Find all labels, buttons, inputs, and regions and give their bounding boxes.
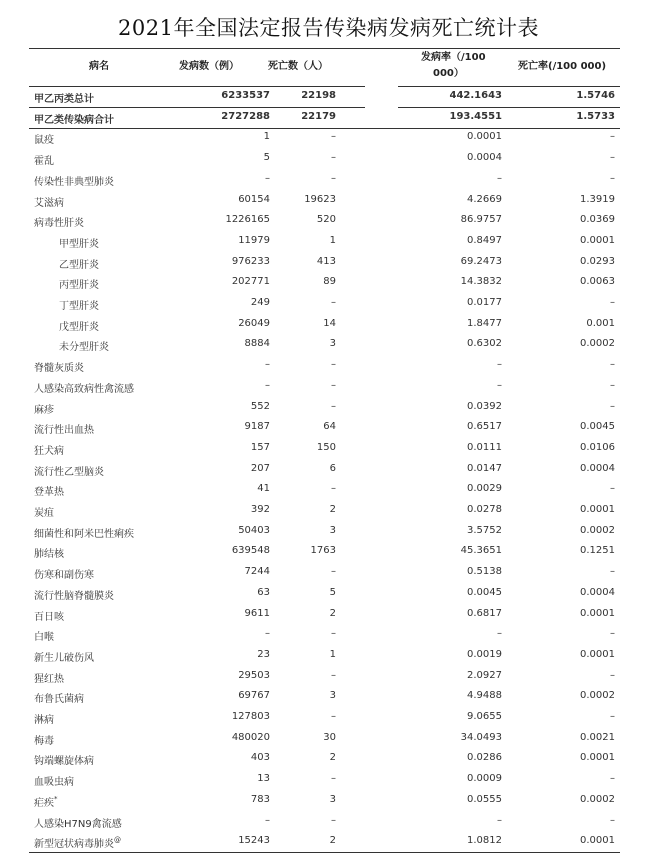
disease-name: 乙型肝炎: [59, 259, 99, 271]
table-row: [29, 646, 620, 667]
incidence-cell: 7244: [244, 566, 270, 578]
table-row: [29, 832, 620, 853]
page-title: 2021年全国法定报告传染病发病死亡统计表: [118, 16, 539, 40]
death-rate-cell: 0.0001: [580, 752, 615, 764]
disease-name: 戊型肝炎: [59, 321, 99, 333]
death-rate-cell: 0.001: [586, 317, 615, 329]
table-row: [29, 791, 620, 812]
incidence-cell: 63: [257, 586, 270, 598]
header-incidence-rate-line2: 000）: [433, 68, 464, 79]
incidence-rate-cell: 1.8477: [467, 317, 502, 329]
disease-name: 未分型肝炎: [59, 342, 109, 354]
incidence-rate-cell: –: [497, 172, 502, 184]
deaths-cell: 3: [329, 793, 336, 805]
death-rate-cell: 0.0063: [580, 276, 615, 288]
table-row: [29, 294, 620, 315]
deaths-cell: –: [331, 131, 336, 143]
disease-name: 炭疽: [34, 508, 54, 519]
deaths-cell: 3: [329, 690, 336, 702]
death-rate-cell: –: [610, 379, 615, 391]
incidence-rate-cell: 0.0111: [467, 441, 502, 453]
incidence-cell: 392: [250, 504, 270, 515]
incidence-cell: 9611: [244, 607, 270, 619]
deaths-cell: –: [331, 400, 336, 412]
deaths-cell: –: [331, 773, 336, 785]
death-rate-cell: 0.0001: [580, 504, 615, 515]
header-death-rate: 死亡率(/100 000): [518, 61, 607, 72]
deaths-cell: 3: [329, 338, 336, 350]
incidence-rate-cell: 193.4551: [449, 110, 502, 122]
deaths-cell: –: [331, 297, 336, 308]
disease-name: 狂犬病: [34, 445, 64, 457]
incidence-cell: 26049: [238, 317, 270, 329]
death-rate-cell: 0.0002: [580, 338, 615, 350]
table-row: [29, 522, 620, 543]
death-rate-cell: –: [610, 566, 615, 578]
deaths-cell: –: [331, 359, 336, 371]
table-row: [29, 687, 620, 708]
incidence-cell: –: [265, 628, 270, 640]
incidence-cell: 8884: [244, 338, 270, 350]
incidence-rate-cell: 45.3651: [460, 545, 502, 557]
deaths-cell: 2: [329, 607, 336, 619]
death-rate-cell: 0.0002: [580, 524, 615, 536]
disease-name: 猩红热: [34, 673, 64, 685]
death-rate-cell: 1.5733: [576, 110, 615, 122]
table-row: [29, 667, 620, 688]
incidence-cell: 41: [257, 483, 270, 495]
deaths-cell: –: [331, 483, 336, 495]
table-row: [29, 770, 620, 791]
deaths-cell: 1763: [310, 545, 336, 557]
disease-name: 伤寒和副伤寒: [34, 570, 94, 582]
incidence-cell: –: [265, 172, 270, 184]
header-name: 病名: [89, 61, 109, 72]
deaths-cell: 3: [329, 524, 336, 536]
deaths-cell: –: [331, 669, 336, 681]
death-rate-cell: 0.0001: [580, 607, 615, 619]
incidence-cell: 403: [250, 752, 270, 764]
disease-name: 布鲁氏菌病: [34, 694, 84, 706]
incidence-rate-cell: 4.2669: [467, 193, 502, 205]
table-row: [29, 563, 620, 584]
incidence-cell: –: [265, 814, 270, 826]
incidence-cell: 60154: [238, 193, 270, 205]
incidence-rate-cell: 0.5138: [467, 566, 502, 578]
deaths-cell: 19623: [304, 193, 336, 205]
table-row: [29, 584, 620, 605]
incidence-cell: –: [265, 359, 270, 371]
death-rate-cell: 0.0004: [580, 462, 615, 474]
death-rate-cell: 1.3919: [580, 193, 615, 205]
incidence-rate-cell: 0.0029: [467, 483, 502, 495]
deaths-cell: –: [331, 172, 336, 184]
incidence-rate-cell: 0.8497: [467, 234, 502, 246]
disease-name: 血吸虫病: [34, 777, 74, 789]
deaths-cell: 5: [329, 586, 336, 598]
incidence-cell: –: [265, 379, 270, 391]
table-row: [29, 460, 620, 481]
death-rate-cell: –: [610, 131, 615, 143]
incidence-cell: 202771: [231, 276, 270, 288]
incidence-cell: 9187: [244, 421, 270, 433]
incidence-cell: 1: [263, 131, 270, 143]
disease-name: 麻疹: [34, 404, 54, 416]
incidence-rate-cell: 3.5752: [467, 524, 502, 536]
deaths-cell: 2: [329, 752, 336, 764]
death-rate-cell: 1.5746: [576, 90, 615, 101]
disease-name: 流行性乙型脑炎: [34, 466, 104, 478]
disease-name: 细菌性和阿米巴性痢疾: [34, 528, 134, 540]
deaths-cell: 64: [323, 421, 336, 433]
disease-name: 病毒性肝炎: [34, 218, 84, 230]
incidence-rate-cell: –: [497, 379, 502, 391]
incidence-cell: 480020: [231, 731, 270, 743]
table-row: [29, 605, 620, 626]
table-row: [29, 377, 620, 398]
disease-name: 人感染高致病性禽流感: [34, 383, 134, 395]
incidence-cell: 50403: [238, 524, 270, 536]
incidence-rate-cell: 1.0812: [467, 835, 502, 847]
table-row: [29, 335, 620, 356]
incidence-rate-cell: 14.3832: [460, 276, 502, 288]
table-row: [29, 211, 620, 232]
disease-name: 脊髓灰质炎: [34, 363, 84, 375]
disease-name: 梅毒: [34, 735, 54, 747]
disease-name: 传染性非典型肺炎: [34, 176, 114, 188]
deaths-cell: 1: [329, 234, 336, 246]
incidence-rate-cell: 34.0493: [460, 731, 502, 743]
deaths-cell: 22179: [301, 110, 336, 122]
deaths-cell: 22198: [301, 90, 336, 101]
incidence-rate-cell: –: [497, 359, 502, 371]
death-rate-cell: 0.0106: [580, 441, 615, 453]
incidence-cell: 6233537: [221, 90, 270, 101]
header-deaths: 死亡数（人）: [268, 61, 328, 72]
disease-name: 钩端螺旋体病: [34, 756, 94, 768]
incidence-rate-cell: 0.0278: [467, 504, 502, 515]
incidence-rate-cell: 69.2473: [460, 255, 502, 267]
disease-name: 流行性脑脊髓膜炎: [34, 590, 114, 602]
incidence-rate-cell: 0.6517: [467, 421, 502, 433]
death-rate-cell: 0.0001: [580, 234, 615, 246]
deaths-cell: 89: [323, 276, 336, 288]
death-rate-cell: 0.0002: [580, 690, 615, 702]
table-row: [29, 749, 620, 770]
deaths-cell: 14: [323, 317, 336, 329]
deaths-cell: 150: [316, 441, 336, 453]
table-row: [29, 128, 620, 149]
incidence-rate-cell: 0.0555: [467, 793, 502, 805]
incidence-cell: 249: [250, 297, 270, 308]
header-incidence-rate-line1: 发病率（/100: [421, 52, 486, 63]
deaths-cell: 6: [329, 462, 336, 474]
death-rate-cell: –: [610, 773, 615, 785]
disease-name: 淋病: [34, 715, 54, 726]
incidence-rate-cell: 0.0147: [467, 462, 502, 474]
incidence-rate-cell: 442.1643: [449, 90, 502, 101]
incidence-cell: 23: [257, 648, 270, 660]
table-row: [29, 253, 620, 274]
disease-name: 流行性出血热: [34, 425, 94, 437]
deaths-cell: 413: [316, 255, 336, 267]
death-rate-cell: 0.0004: [580, 586, 615, 598]
table-row: [29, 108, 620, 129]
disease-name: 新型冠状病毒肺炎@: [34, 836, 121, 851]
death-rate-cell: –: [610, 669, 615, 681]
incidence-rate-cell: 0.0001: [467, 131, 502, 143]
death-rate-cell: 0.0021: [580, 731, 615, 743]
incidence-cell: 69767: [238, 690, 270, 702]
table-row: [29, 170, 620, 191]
incidence-cell: 157: [250, 441, 270, 453]
disease-name: 艾滋病: [34, 197, 64, 209]
disease-name: 白喉: [34, 632, 54, 644]
incidence-cell: 639548: [231, 545, 270, 557]
table-row: [29, 356, 620, 377]
deaths-cell: –: [331, 628, 336, 640]
deaths-cell: 30: [323, 731, 336, 743]
incidence-cell: 207: [250, 462, 270, 474]
incidence-rate-cell: 9.0655: [467, 711, 502, 722]
incidence-rate-cell: 86.9757: [460, 214, 502, 226]
deaths-cell: –: [331, 379, 336, 391]
death-rate-cell: –: [610, 359, 615, 371]
deaths-cell: 2: [329, 835, 336, 847]
disease-name: 人感染H7N9禽流感: [34, 818, 122, 830]
table-row: [29, 729, 620, 750]
table-row: [29, 232, 620, 253]
death-rate-cell: 0.1251: [580, 545, 615, 557]
incidence-rate-cell: 0.0004: [467, 152, 502, 164]
incidence-cell: 2727288: [221, 110, 270, 122]
table-row: [29, 542, 620, 563]
deaths-cell: –: [331, 814, 336, 826]
death-rate-cell: –: [610, 172, 615, 184]
disease-name: 甲乙类传染病合计: [34, 114, 114, 126]
disease-name: 百日咳: [34, 611, 64, 623]
incidence-cell: 5: [263, 152, 270, 164]
death-rate-cell: 0.0001: [580, 835, 615, 847]
disease-name: 鼠疫: [34, 135, 54, 147]
incidence-rate-cell: 0.0286: [467, 752, 502, 764]
death-rate-cell: –: [610, 152, 615, 164]
incidence-rate-cell: 0.0392: [467, 400, 502, 412]
table-top-rule: [29, 48, 620, 49]
disease-name: 疟疾*: [34, 794, 58, 809]
incidence-cell: 15243: [238, 835, 270, 847]
table-row: [29, 87, 620, 108]
disease-name: 登革热: [34, 487, 64, 499]
deaths-cell: –: [331, 152, 336, 164]
death-rate-cell: 0.0002: [580, 793, 615, 805]
death-rate-cell: 0.0369: [580, 214, 615, 226]
death-rate-cell: 0.0001: [580, 648, 615, 660]
deaths-cell: –: [331, 566, 336, 578]
incidence-cell: 29503: [238, 669, 270, 681]
death-rate-cell: –: [610, 814, 615, 826]
death-rate-cell: –: [610, 628, 615, 640]
incidence-cell: 11979: [238, 234, 270, 246]
death-rate-cell: –: [610, 711, 615, 722]
disease-name: 肺结核: [34, 549, 64, 561]
table-row: [29, 812, 620, 833]
incidence-rate-cell: 4.9488: [467, 690, 502, 702]
disease-name: 丁型肝炎: [59, 301, 99, 312]
incidence-rate-cell: –: [497, 628, 502, 640]
deaths-cell: 1: [329, 648, 336, 660]
table-row: [29, 149, 620, 170]
incidence-cell: 127803: [231, 711, 270, 722]
table-row: [29, 501, 620, 522]
disease-name: 丙型肝炎: [59, 280, 99, 292]
incidence-rate-cell: 0.0045: [467, 586, 502, 598]
death-rate-cell: –: [610, 297, 615, 308]
footnote-mark: *: [54, 794, 58, 803]
deaths-cell: 2: [329, 504, 336, 515]
disease-name: 霍乱: [34, 156, 54, 168]
table-row: [29, 480, 620, 501]
table-row: [29, 398, 620, 419]
disease-name: 甲乙丙类总计: [34, 94, 94, 105]
incidence-cell: 1226165: [225, 214, 270, 226]
incidence-cell: 783: [250, 793, 270, 805]
table-row: [29, 439, 620, 460]
incidence-rate-cell: 0.0019: [467, 648, 502, 660]
deaths-cell: –: [331, 711, 336, 722]
incidence-cell: 13: [257, 773, 270, 785]
incidence-rate-cell: –: [497, 814, 502, 826]
table-row: [29, 191, 620, 212]
disease-name: 甲型肝炎: [59, 238, 99, 250]
incidence-rate-cell: 2.0927: [467, 669, 502, 681]
incidence-rate-cell: 0.6817: [467, 607, 502, 619]
incidence-rate-cell: 0.0009: [467, 773, 502, 785]
table-row: [29, 625, 620, 646]
death-rate-cell: 0.0293: [580, 255, 615, 267]
incidence-cell: 552: [250, 400, 270, 412]
table-row: [29, 315, 620, 336]
incidence-rate-cell: 0.0177: [467, 297, 502, 308]
table-row: [29, 708, 620, 729]
footnote-mark: @: [114, 836, 121, 845]
table-row: [29, 273, 620, 294]
incidence-rate-cell: 0.6302: [467, 338, 502, 350]
disease-name: 新生儿破伤风: [34, 652, 94, 664]
header-incidence: 发病数（例）: [179, 61, 239, 72]
incidence-cell: 976233: [231, 255, 270, 267]
death-rate-cell: –: [610, 483, 615, 495]
table-row: [29, 418, 620, 439]
death-rate-cell: 0.0045: [580, 421, 615, 433]
death-rate-cell: –: [610, 400, 615, 412]
deaths-cell: 520: [316, 214, 336, 226]
